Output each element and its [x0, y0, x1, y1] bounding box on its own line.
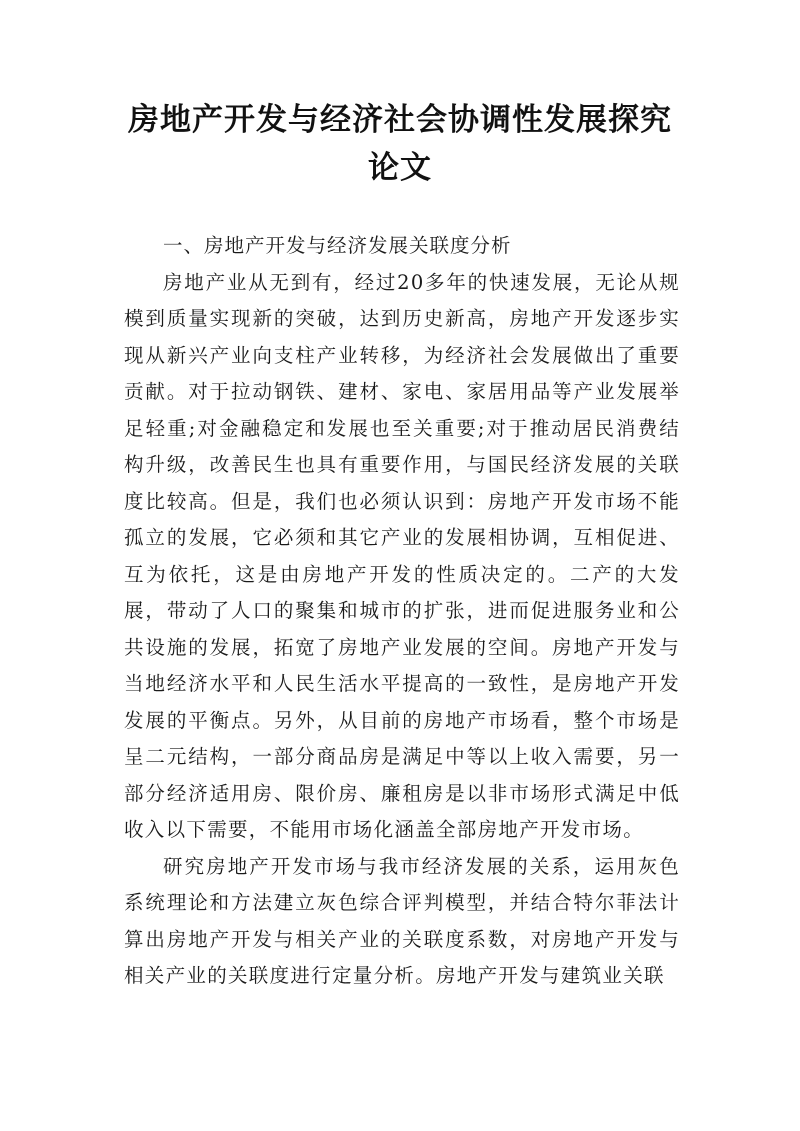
section-heading: 一、房地产开发与经济发展关联度分析 [163, 234, 512, 257]
document-title: 房地产开发与经济社会协调性发展探究论文 [128, 102, 672, 186]
body-paragraph-1: 房地产业从无到有，经过20多年的快速发展，无论从规模到质量实现新的突破，达到历史新高，房地产开发逐步实现从新兴产业向支柱产业转移，为经济社会发展做出了重要贡献。对于拉动钢铁、建材、家电、家居用品等产业发展举足轻重;对金融稳定和发展也至关重要;对于推动居民消费结构升级，改善民生也具有重要作用，与国民经济发展的关联度比较高。但是，我们也必须认识到：房地产开发市场不能孤立的发展，它必须和其它产业的发展相协调，互相促进、互为依托，这是由房地产开发的性质决定的。二产的大发展，带动了人口的聚集和城市的扩张，进而促进服务业和公共设施的发展，拓宽了房地产业发展的空间。房地产开发与当地经济水平和人民生活水平提高的一致性，是房地产开发发展的平衡点。另外，从目前的房地产市场看，整个市场是呈二元结构，一部分商品房是满足中等以上收入需要，另一部分经济适用房、限价房、廉租房是以非市场形式满足中低收入以下需要，不能用市场化涵盖全部房地产开发市场。 [124, 270, 680, 841]
document-body [124, 228, 680, 995]
body-paragraph-2: 研究房地产开发市场与我市经济发展的关系，运用灰色系统理论和方法建立灰色综合评判模型，并结合特尔菲法计算出房地产开发与相关产业的关联度系数，对房地产开发与相关产业的关联度进行定量分析。房地产开发与建筑业关联 [124, 854, 680, 987]
